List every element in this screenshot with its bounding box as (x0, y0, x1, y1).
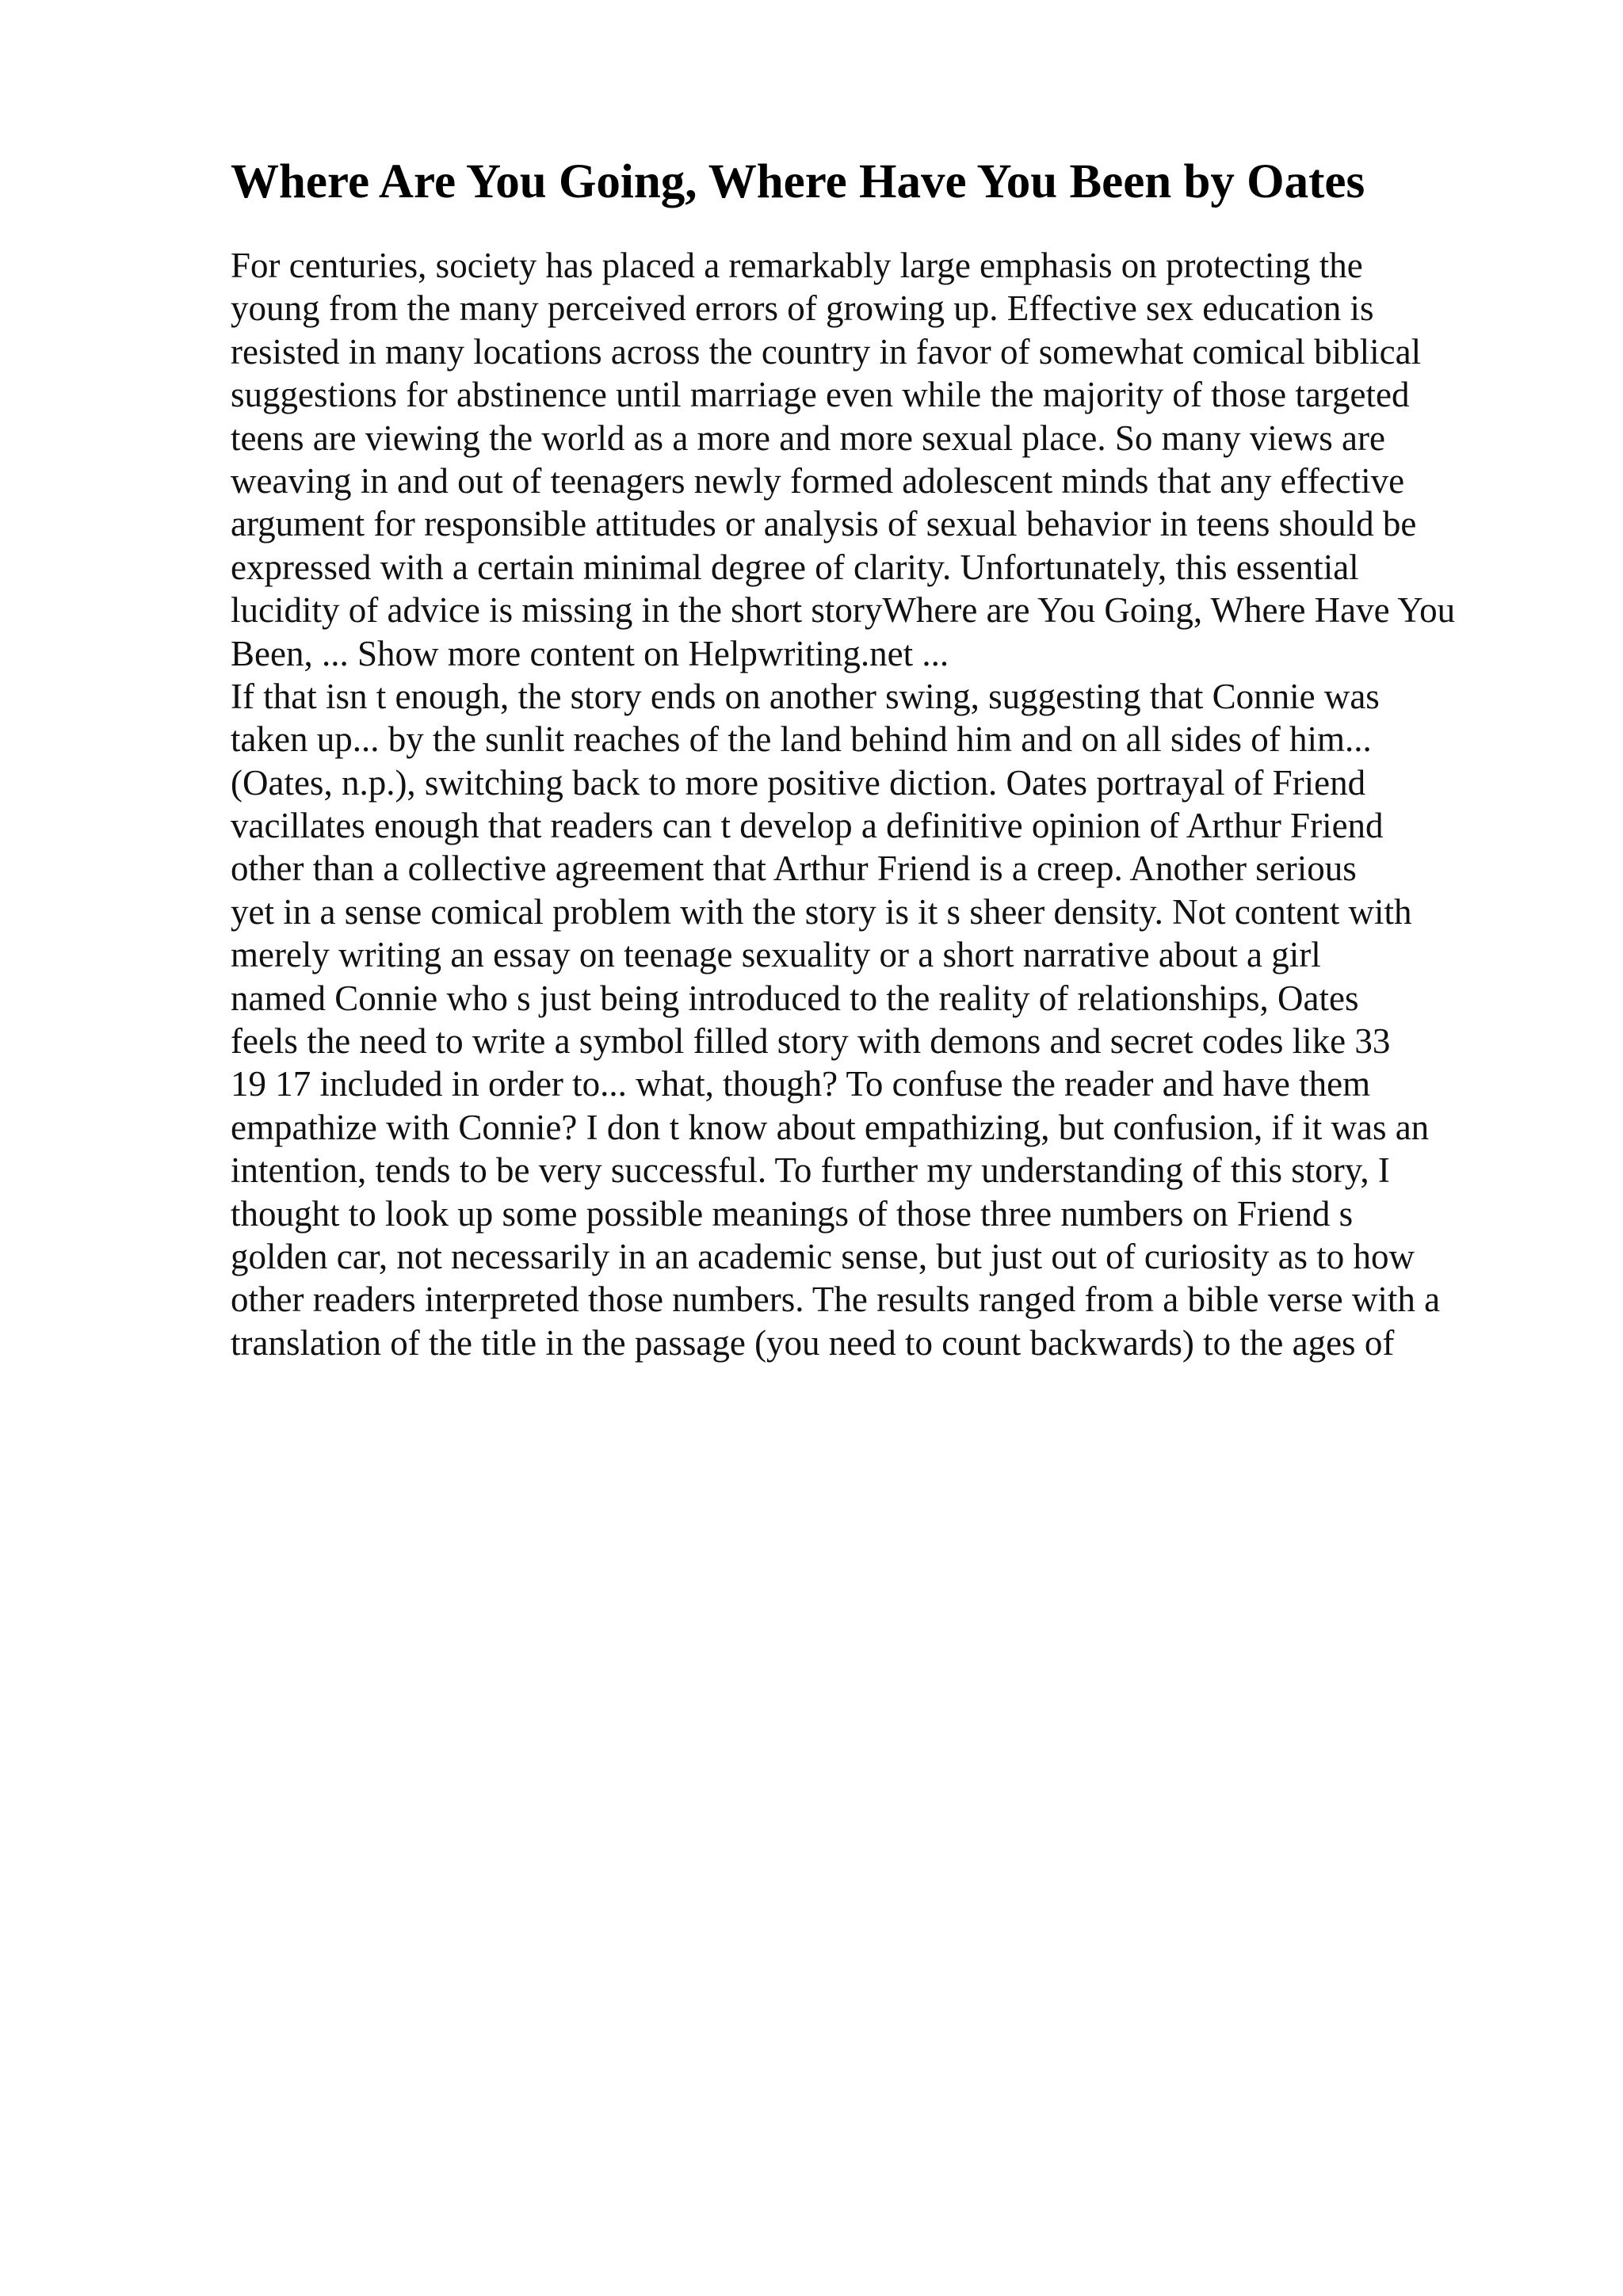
body-line: lucidity of advice is missing in the short storyWhere are You Going, Where Have You (231, 590, 1456, 631)
body-line: resisted in many locations across the country in favor of somewhat comical biblical (231, 331, 1422, 372)
body-line: empathize with Connie? I don t know about empathizing, but confusion, if it was an (231, 1107, 1430, 1147)
body-line: taken up... by the sunlit reaches of the land behind him and on all sides of him... (231, 719, 1372, 760)
body-line: Been, ... Show more content on Helpwriting.net ... (231, 633, 949, 673)
body-line: merely writing an essay on teenage sexuality or a short narrative about a girl (231, 935, 1321, 975)
body-line: young from the many perceived errors of growing up. Effective sex education is (231, 288, 1374, 329)
body-line: expressed with a certain minimal degree of clarity. Unfortunately, this essential (231, 547, 1359, 587)
document-title: Where Are You Going, Where Have You Been by Oates (231, 155, 1365, 208)
body-line: For centuries, society has placed a remarkably large emphasis on protecting the (231, 246, 1363, 285)
body-line: other readers interpreted those numbers. The results ranged from a bible verse with a (231, 1280, 1441, 1320)
body-line: vacillates enough that readers can t develop a definitive opinion of Arthur Friend (231, 806, 1384, 846)
body-line: teens are viewing the world as a more and more sexual place. So many views are (231, 418, 1385, 458)
document-body (231, 244, 1610, 1364)
body-line: feels the need to write a symbol filled story with demons and secret codes like 33 (231, 1021, 1391, 1062)
body-line: other than a collective agreement that Arthur Friend is a creep. Another serious (231, 849, 1357, 889)
body-line: weaving in and out of teenagers newly formed adolescent minds that any effective (231, 460, 1405, 501)
body-line: 19 17 included in order to... what, though? To confuse the reader and have them (231, 1064, 1371, 1104)
body-line: thought to look up some possible meanings of those three numbers on Friend s (231, 1193, 1354, 1234)
body-line: suggestions for abstinence until marriage even while the majority of those targeted (231, 375, 1410, 415)
body-line: translation of the title in the passage (you need to count backwards) to the ages of (231, 1322, 1395, 1363)
body-line: (Oates, n.p.), switching back to more positive diction. Oates portrayal of Friend (231, 762, 1366, 803)
body-line: intention, tends to be very successful. To further my understanding of this story, I (231, 1150, 1390, 1191)
body-line: argument for responsible attitudes or analysis of sexual behavior in teens should be (231, 504, 1417, 544)
body-line: named Connie who s just being introduced to the reality of relationships, Oates (231, 978, 1359, 1018)
body-line: yet in a sense comical problem with the story is it s sheer density. Not content with (231, 891, 1412, 932)
body-line: If that isn t enough, the story ends on another swing, suggesting that Connie was (231, 676, 1380, 716)
body-line: golden car, not necessarily in an academic sense, but just out of curiosity as to how (231, 1236, 1415, 1276)
